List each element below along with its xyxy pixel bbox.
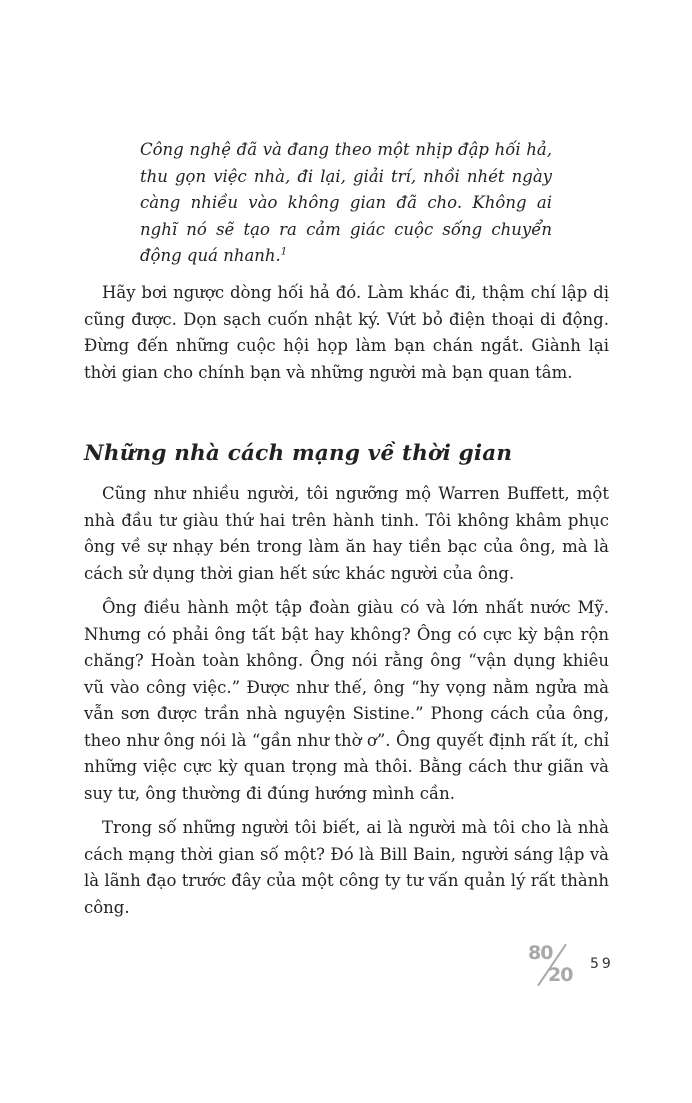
body-paragraph: Cũng như nhiều người, tôi ngưỡng mộ Warren Buffett, một nhà đầu tư giàu thứ hai trên hành tinh. Tôi không khâm phục ông về sự nhạy bén trong làm ăn hay tiền bạc của ông, mà là cách sử dụng thời gian hết sức khác người của ông. <box>84 484 609 583</box>
logo-number-bottom: 20 <box>548 964 573 986</box>
epigraph-quote <box>140 137 552 270</box>
logo-number-top: 80 <box>528 942 553 964</box>
page-footer <box>524 940 624 990</box>
section-heading: Những nhà cách mạng về thời gian <box>84 441 513 466</box>
body-paragraph: Ông điều hành một tập đoàn giàu có và lớn nhất nước Mỹ. Nhưng có phải ông tất bật hay không? Ông có cực kỳ bận rộn chăng? Hoàn toàn không. Ông nói rằng ông “vận dụng khiêu vũ vào công việc.” Được như thế, ông “hy vọng nằm ngửa mà vẫn sơn được trần nhà nguyện Sistine.” Phong cách của ông, theo như ông nói là “gần như thờ ơ”. Ông quyết định rất ít, chỉ những việc cực kỳ quan trọng mà thôi. Bằng cách thư giãn và suy tư, ông thường đi đúng hướng mình cần. <box>84 598 609 803</box>
section-body <box>84 481 609 929</box>
body-paragraph: Trong số những người tôi biết, ai là người mà tôi cho là nhà cách mạng thời gian số một? Đó là Bill Bain, người sáng lập và là lãnh đạo trước đây của một công ty tư vấn quản lý rất thành công. <box>84 818 609 917</box>
book-logo <box>524 940 580 990</box>
page-number: 59 <box>590 956 614 972</box>
footnote-marker: 1 <box>280 246 288 258</box>
intro-block <box>84 280 609 386</box>
quote-text: Công nghệ đã và đang theo một nhịp đập hối hả, thu gọn việc nhà, đi lại, giải trí, nhồi nhét ngày càng nhiều vào không gian đã cho. Không ai nghĩ nó sẽ tạo ra cảm giác cuộc sống chuyển động quá nhanh. <box>140 140 552 265</box>
body-paragraph: Hãy bơi ngược dòng hối hả đó. Làm khác đi, thậm chí lập dị cũng được. Dọn sạch cuốn nhật ký. Vứt bỏ điện thoại di động. Đừng đến những cuộc hội họp làm bạn chán ngắt. Giành lại thời gian cho chính bạn và những người mà bạn quan tâm. <box>84 283 609 382</box>
